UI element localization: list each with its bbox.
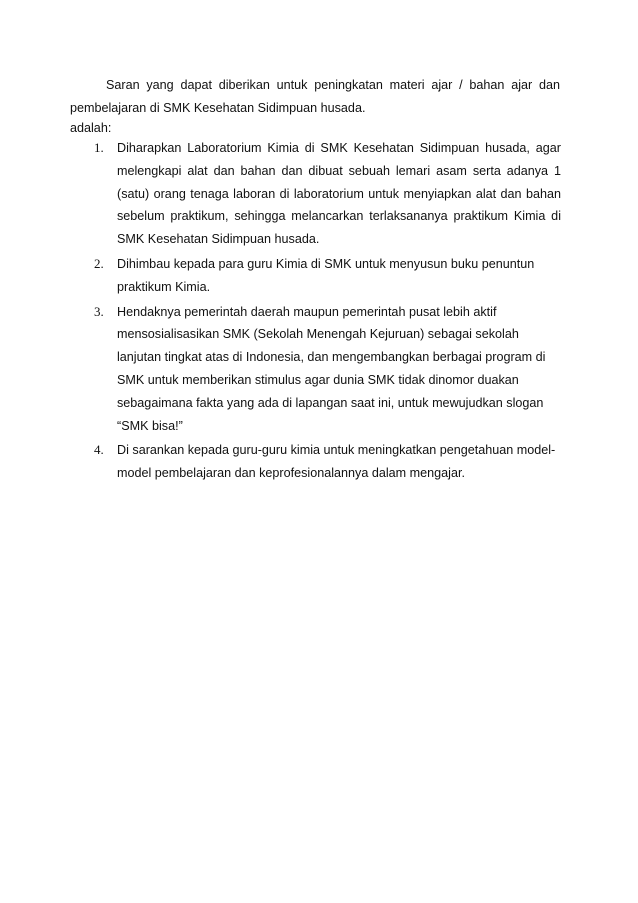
list-item: [94, 253, 561, 299]
lead-text: adalah:: [70, 121, 112, 135]
suggestion-list: [94, 137, 561, 487]
item-text: Dihimbau kepada para guru Kimia di SMK untuk menyusun buku penuntun praktikum Kimia.: [117, 256, 535, 294]
item-text: Diharapkan Laboratorium Kimia di SMK Kesehatan Sidimpuan husada, agar melengkapi alat dan bahan dan dibuat sebuah lemari asam serta adanya 1 (satu) orang tenaga laboran di laboratorium untuk menyiapkan alat dan bahan sebelum praktikum, sehingga melancarkan terlaksananya praktikum Kimia di SMK Kesehatan Sidimpuan husada.: [117, 141, 561, 247]
list-item: [94, 137, 561, 251]
item-text: Hendaknya pemerintah daerah maupun pemerintah pusat lebih aktif mensosialisasikan SMK (Sekolah Menengah Kejuruan) sebagai sekolah lanjutan tingkat atas di Indonesia, dan mengembangkan berbagai program di SMK untuk memberikan stimulus agar dunia SMK tidak dinomor duakan sebagaimana fakta yang ada di lapangan saat ini, untuk mewujudkan slogan “SMK bisa!”: [117, 304, 546, 433]
item-number: 3.: [94, 303, 104, 319]
item-number: 4.: [94, 442, 104, 458]
item-number: 1.: [94, 140, 104, 155]
intro-paragraph: Saran yang dapat diberikan untuk peningkatan materi ajar / bahan ajar dan pembelajaran di SMK Kesehatan Sidimpuan husada.: [70, 78, 560, 115]
item-text: Di sarankan kepada guru-guru kimia untuk meningkatkan pengetahuan model-model pembelajaran dan keprofesionalannya dalam mengajar.: [117, 443, 556, 481]
list-item: [94, 301, 561, 438]
list-item: [94, 439, 561, 485]
item-number: 2.: [94, 255, 104, 271]
